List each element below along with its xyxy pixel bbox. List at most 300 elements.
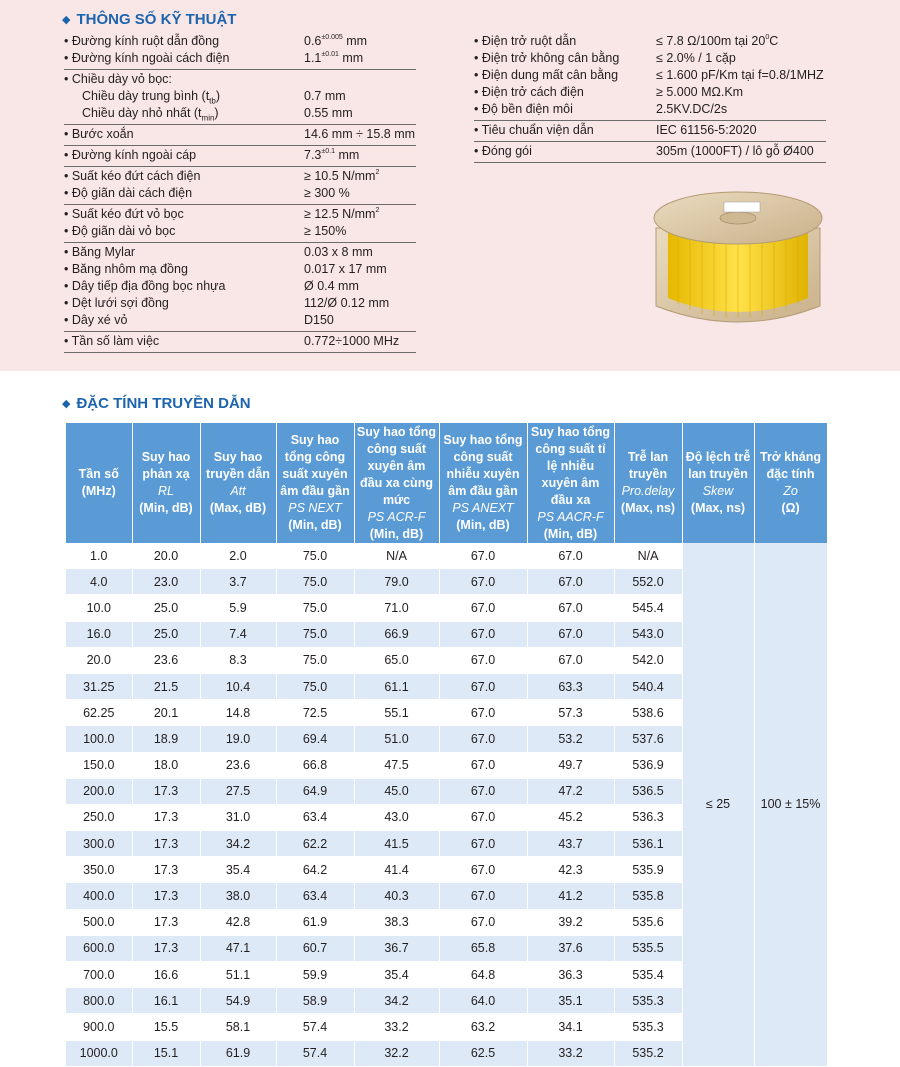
table-cell: 400.0 (66, 883, 132, 909)
diamond-bullet-icon: ◆ (62, 14, 71, 26)
table-cell: 1000.0 (66, 1040, 132, 1066)
spec-value (304, 50, 363, 67)
spec-value-main: ≥ 300 % (304, 186, 350, 200)
spec-label (64, 105, 219, 122)
spec-group (474, 121, 826, 142)
table-cell: 67.0 (439, 778, 527, 804)
table-cell: 67.0 (439, 831, 527, 857)
spec-group (474, 142, 826, 163)
table-cell: 250.0 (66, 804, 132, 830)
table-cell: 67.0 (439, 647, 527, 673)
table-cell: 57.4 (276, 1040, 354, 1066)
table-cell: N/A (354, 543, 439, 569)
spec-value (304, 295, 389, 312)
spec-row (474, 50, 826, 67)
spec-value-tail: mm (342, 34, 368, 48)
table-cell: 36.7 (354, 935, 439, 961)
table-cell: 536.3 (614, 804, 682, 830)
spec-label-text: • Băng Mylar (64, 245, 136, 259)
spec-value-main: 0.017 x 17 mm (304, 262, 387, 276)
column-header-unit: (Min, dB) (456, 518, 510, 532)
table-cell: 17.3 (132, 857, 200, 883)
table-cell: 47.5 (354, 752, 439, 778)
column-header (527, 423, 614, 543)
spec-list-right (474, 32, 826, 163)
spec-row (64, 126, 416, 143)
spec-label-text: • Đường kính ngoài cách điện (64, 51, 230, 65)
column-header (66, 423, 132, 543)
column-header-title: Tần số (MHz) (78, 467, 119, 498)
spec-label-text: Chiều dày nhỏ nhất (t (82, 106, 202, 120)
table-cell: 20.0 (66, 647, 132, 673)
table-cell: 64.0 (439, 988, 527, 1014)
column-header (354, 423, 439, 543)
spec-label (64, 50, 230, 67)
table-cell: 58.1 (200, 1014, 276, 1040)
table-cell: 1.0 (66, 543, 132, 569)
table-cell: 62.2 (276, 831, 354, 857)
spec-row (64, 33, 416, 50)
table-cell: 200.0 (66, 778, 132, 804)
column-header-symbol: Skew (702, 484, 734, 498)
table-cell: 537.6 (614, 726, 682, 752)
spec-label-text: • Độ giãn dài vỏ bọc (64, 224, 176, 238)
spec-value (656, 67, 824, 84)
table-cell: 18.0 (132, 752, 200, 778)
table-cell: 19.0 (200, 726, 276, 752)
spec-label (474, 67, 618, 84)
spec-label-text: • Chiều dày vỏ bọc: (64, 72, 172, 86)
table-cell: 552.0 (614, 569, 682, 595)
spec-row (474, 122, 826, 139)
spec-label-text: • Đóng gói (474, 144, 532, 158)
table-cell: 17.3 (132, 935, 200, 961)
table-cell: 71.0 (354, 595, 439, 621)
spec-label-text: • Suất kéo đứt vỏ bọc (64, 207, 184, 221)
table-cell: 67.0 (439, 726, 527, 752)
table-cell: 67.0 (439, 673, 527, 699)
column-header-symbol: PS ACR-F (367, 509, 426, 524)
table-cell: 75.0 (276, 673, 354, 699)
spec-row (64, 244, 416, 261)
spec-row (64, 168, 416, 185)
column-header-title: Trở kháng đặc tính (760, 450, 821, 481)
spec-label-text: • Điện trở cách điện (474, 85, 584, 99)
column-header-symbol: PS AACR-F (537, 509, 604, 524)
table-cell: 535.2 (614, 1040, 682, 1066)
column-header-unit: (Min, dB) (369, 526, 424, 541)
column-header-symbol: Zo (783, 484, 798, 498)
spec-value-sup: ±0.005 (321, 34, 343, 41)
spec-label (64, 88, 220, 105)
transmission-title: ◆ ĐẶC TÍNH TRUYỀN DẪN (62, 395, 251, 412)
table-cell: 55.1 (354, 700, 439, 726)
transmission-table (66, 423, 828, 1067)
table-cell: 75.0 (276, 595, 354, 621)
column-header-symbol: Pro.delay (621, 484, 675, 498)
spec-label-text: • Điện trở không cân bằng (474, 51, 620, 65)
spec-label (474, 101, 573, 118)
table-cell: 65.8 (439, 935, 527, 961)
spec-value (656, 33, 778, 50)
spec-value (304, 147, 359, 164)
spec-value-main: ≤ 7.8 Ω/100m tại 20 (656, 34, 766, 48)
spec-label-text: • Tần số làm việc (64, 334, 160, 348)
table-cell: 64.2 (276, 857, 354, 883)
spec-label (474, 50, 619, 67)
spec-value (656, 50, 736, 67)
spec-value-main: 112/Ø 0.12 mm (304, 296, 390, 310)
spec-value-main: ≤ 1.600 pF/Km tại f=0.8/1MHZ (656, 68, 824, 82)
table-cell: 38.0 (200, 883, 276, 909)
spec-value (304, 88, 346, 105)
spec-value (304, 333, 399, 350)
table-cell: 35.1 (527, 988, 614, 1014)
table-cell: 16.1 (132, 988, 200, 1014)
table-cell: 600.0 (66, 935, 132, 961)
table-cell: 58.9 (276, 988, 354, 1014)
table-cell: 75.0 (276, 647, 354, 673)
transmission-table-wrap (66, 423, 827, 1067)
table-cell: N/A (614, 543, 682, 569)
spec-value-main: 2.5KV.DC/2s (656, 102, 728, 116)
table-cell: 38.3 (354, 909, 439, 935)
spec-row (64, 278, 416, 295)
spec-label (474, 143, 532, 160)
spec-value-main: 0.6 (304, 34, 322, 48)
table-cell: 67.0 (527, 595, 614, 621)
table-cell: 33.2 (527, 1040, 614, 1066)
table-cell: 67.0 (527, 621, 614, 647)
spec-label (64, 185, 192, 202)
spec-label-sub: min (201, 113, 215, 123)
spec-label (64, 244, 135, 261)
table-cell: 75.0 (276, 543, 354, 569)
spec-value-tail: C (769, 34, 779, 48)
spec-label-text: • Đường kính ruột dẫn đồng (64, 34, 220, 48)
spec-value (656, 143, 814, 160)
spec-list-left (64, 32, 416, 353)
spec-value-main: ≥ 150% (304, 224, 347, 238)
table-cell: 41.5 (354, 831, 439, 857)
table-cell: 35.4 (200, 857, 276, 883)
cable-reel-icon (648, 188, 828, 338)
spec-value (656, 101, 727, 118)
column-header (276, 423, 354, 543)
table-cell: 67.0 (439, 569, 527, 595)
spec-row (64, 50, 416, 67)
table-cell: 14.8 (200, 700, 276, 726)
spec-row (64, 206, 416, 223)
table-cell: 42.8 (200, 909, 276, 935)
spec-label-text: • Dây tiếp địa đồng bọc nhựa (64, 279, 226, 293)
table-cell: 72.5 (276, 700, 354, 726)
spec-label (64, 168, 200, 185)
table-cell: 51.0 (354, 726, 439, 752)
spec-label (64, 295, 169, 312)
table-cell: 34.2 (200, 831, 276, 857)
spec-label-end: ) (214, 106, 219, 120)
table-cell: 23.6 (200, 752, 276, 778)
table-cell: 23.0 (132, 569, 200, 595)
table-cell: 47.1 (200, 935, 276, 961)
table-cell: 900.0 (66, 1014, 132, 1040)
table-cell: 18.9 (132, 726, 200, 752)
table-cell: 45.2 (527, 804, 614, 830)
column-header (200, 423, 276, 543)
spec-label-text: • Độ giãn dài cách điện (64, 186, 193, 200)
table-cell: 10.0 (66, 595, 132, 621)
table-cell: 67.0 (439, 752, 527, 778)
table-cell: 15.1 (132, 1040, 200, 1066)
table-cell: 67.0 (527, 543, 614, 569)
spec-label (64, 223, 175, 240)
table-cell: 61.9 (200, 1040, 276, 1066)
spec-row (64, 261, 416, 278)
spec-value-main: Ø 0.4 mm (304, 279, 359, 293)
table-cell: 63.3 (527, 673, 614, 699)
spec-group (64, 167, 416, 205)
column-header (754, 423, 827, 543)
table-cell: 66.9 (354, 621, 439, 647)
spec-value-main: 0.55 mm (304, 106, 353, 120)
column-header-unit: (Max, ns) (620, 501, 676, 515)
table-cell: 5.9 (200, 595, 276, 621)
spec-label-text: • Suất kéo đứt cách điện (64, 169, 201, 183)
table-body (66, 543, 827, 1066)
skew-cell: ≤ 25 (682, 543, 754, 1066)
spec-label-text: • Bước xoắn (64, 127, 134, 141)
table-cell: 79.0 (354, 569, 439, 595)
spec-row (64, 295, 416, 312)
spec-label (474, 84, 584, 101)
table-cell: 75.0 (276, 569, 354, 595)
spec-value-main: ≥ 5.000 MΩ.Km (656, 85, 744, 99)
spec-row (64, 105, 416, 122)
column-header-symbol: Att (230, 484, 246, 498)
table-cell: 31.0 (200, 804, 276, 830)
table-cell: 63.2 (439, 1014, 527, 1040)
column-header-unit: (Min, dB) (288, 518, 342, 532)
table-cell: 535.9 (614, 857, 682, 883)
table-cell: 7.4 (200, 621, 276, 647)
table-cell: 49.7 (527, 752, 614, 778)
spec-value (304, 126, 415, 143)
table-cell: 62.5 (439, 1040, 527, 1066)
table-cell: 25.0 (132, 621, 200, 647)
spec-value-main: 0.772÷1000 MHz (304, 334, 400, 348)
spec-value-tail: mm (338, 51, 364, 65)
table-cell: 100.0 (66, 726, 132, 752)
table-cell: 61.9 (276, 909, 354, 935)
table-cell: 3.7 (200, 569, 276, 595)
spec-label-text: • Độ bền điện môi (474, 102, 573, 116)
spec-group (64, 205, 416, 243)
spec-row (64, 223, 416, 240)
table-cell: 700.0 (66, 962, 132, 988)
table-cell: 60.7 (276, 935, 354, 961)
spec-row (474, 84, 826, 101)
spec-value-main: ≥ 12.5 N/mm (304, 207, 376, 221)
column-header-title: Suy hao tổng công suất xuyên âm đầu gần (280, 433, 350, 498)
table-cell: 10.4 (200, 673, 276, 699)
column-header (614, 423, 682, 543)
table-cell: 300.0 (66, 831, 132, 857)
impedance-cell: 100 ± 15% (754, 543, 827, 1066)
table-cell: 37.6 (527, 935, 614, 961)
spec-row (64, 185, 416, 202)
spec-label-text: • Điện trở ruột dẫn (474, 34, 577, 48)
spec-row (64, 312, 416, 329)
column-header (132, 423, 200, 543)
spec-value-sup: 0 (765, 34, 770, 41)
column-header (439, 423, 527, 543)
spec-value-main: ≥ 10.5 N/mm (304, 169, 376, 183)
column-header-unit: (Min, dB) (543, 526, 598, 541)
spec-row (474, 143, 826, 160)
table-cell: 43.7 (527, 831, 614, 857)
spec-value (304, 206, 379, 223)
spec-group (64, 146, 416, 167)
spec-value-main: 0.7 mm (304, 89, 346, 103)
table-cell: 34.2 (354, 988, 439, 1014)
table-cell: 39.2 (527, 909, 614, 935)
table-cell: 800.0 (66, 988, 132, 1014)
spec-group (474, 32, 826, 121)
table-cell: 535.6 (614, 909, 682, 935)
spec-row (64, 88, 416, 105)
spec-label (64, 206, 184, 223)
table-cell: 64.8 (439, 962, 527, 988)
table-cell: 536.1 (614, 831, 682, 857)
spec-label (64, 278, 225, 295)
table-cell: 543.0 (614, 621, 682, 647)
spec-row (474, 33, 826, 50)
table-cell: 542.0 (614, 647, 682, 673)
spec-label-sub: tb (209, 96, 216, 106)
table-cell: 67.0 (439, 595, 527, 621)
spec-row (64, 147, 416, 164)
spec-label-text: • Điện dung mất cân bằng (474, 68, 619, 82)
table-cell: 500.0 (66, 909, 132, 935)
table-cell: 67.0 (527, 647, 614, 673)
table-cell: 536.9 (614, 752, 682, 778)
table-cell: 15.5 (132, 1014, 200, 1040)
spec-value-main: 1.1 (304, 51, 322, 65)
table-cell: 69.4 (276, 726, 354, 752)
table-cell: 25.0 (132, 595, 200, 621)
spec-label (64, 126, 134, 143)
column-header-unit: (Min, dB) (139, 501, 193, 515)
table-cell: 67.0 (439, 621, 527, 647)
table-cell: 62.25 (66, 700, 132, 726)
spec-label (64, 147, 196, 164)
table-cell: 17.3 (132, 883, 200, 909)
table-cell: 54.9 (200, 988, 276, 1014)
table-cell: 535.3 (614, 988, 682, 1014)
column-header-symbol: RL (158, 484, 174, 498)
table-cell: 17.3 (132, 831, 200, 857)
table-cell: 8.3 (200, 647, 276, 673)
spec-value-main: 7.3 (304, 148, 322, 162)
spec-row (474, 67, 826, 84)
table-cell: 535.5 (614, 935, 682, 961)
table-cell: 535.8 (614, 883, 682, 909)
table-cell: 16.0 (66, 621, 132, 647)
column-header-unit: (Max, dB) (209, 501, 267, 515)
table-cell: 17.3 (132, 909, 200, 935)
table-cell: 150.0 (66, 752, 132, 778)
spec-value-main: D150 (304, 313, 334, 327)
table-cell: 535.4 (614, 962, 682, 988)
table-cell: 27.5 (200, 778, 276, 804)
spec-group (64, 70, 416, 125)
spec-label-text: • Đường kính ngoài cáp (64, 148, 197, 162)
table-cell: 67.0 (439, 804, 527, 830)
table-cell: 64.9 (276, 778, 354, 804)
spec-group (64, 332, 416, 353)
spec-value-main: 14.6 mm ÷ 15.8 mm (304, 127, 416, 141)
spec-value (656, 84, 743, 101)
table-cell: 40.3 (354, 883, 439, 909)
table-cell: 21.5 (132, 673, 200, 699)
column-header-title: Suy hao tổng công suất tỉ lệ nhiễu xuyên âm đầu xa (530, 424, 611, 507)
spec-value-main: 305m (1000FT) / lô gỗ Ø400 (656, 144, 814, 158)
table-cell: 67.0 (439, 700, 527, 726)
table-cell: 540.4 (614, 673, 682, 699)
table-cell: 33.2 (354, 1014, 439, 1040)
column-header (682, 423, 754, 543)
spec-label-text: Chiều dày trung bình (t (82, 89, 210, 103)
spec-label-end: ) (215, 89, 221, 103)
table-cell: 350.0 (66, 857, 132, 883)
spec-label (64, 71, 172, 88)
spec-row (64, 333, 416, 350)
table-cell: 20.0 (132, 543, 200, 569)
table-cell: 57.4 (276, 1014, 354, 1040)
spec-group (64, 32, 416, 70)
spec-value (304, 278, 359, 295)
spec-label (64, 312, 127, 329)
spec-label-text: • Dây xé vỏ (64, 313, 128, 327)
table-cell: 67.0 (439, 909, 527, 935)
spec-label (64, 333, 159, 350)
table-cell: 75.0 (276, 621, 354, 647)
table-cell: 67.0 (439, 883, 527, 909)
spec-row (64, 71, 416, 88)
spec-value-main: IEC 61156-5:2020 (656, 123, 757, 137)
table-cell: 66.8 (276, 752, 354, 778)
table-cell: 53.2 (527, 726, 614, 752)
spec-label-text: • Tiêu chuẩn viện dẫn (474, 123, 594, 137)
spec-value (304, 185, 350, 202)
column-header-unit: (Max, ns) (690, 501, 746, 515)
table-cell: 41.2 (527, 883, 614, 909)
column-header-title: Suy hao phản xạ (141, 450, 191, 481)
spec-label (64, 261, 188, 278)
table-cell: 67.0 (439, 857, 527, 883)
spec-value (304, 312, 334, 329)
spec-value-main: ≤ 2.0% / 1 cặp (656, 51, 736, 65)
table-cell: 41.4 (354, 857, 439, 883)
spec-value (656, 122, 757, 139)
spec-group (64, 125, 416, 146)
spec-value (304, 244, 373, 261)
table-cell: 61.1 (354, 673, 439, 699)
spec-value (304, 261, 387, 278)
spec-title: ◆ THÔNG SỐ KỸ THUẬT (62, 11, 237, 28)
table-cell: 23.6 (132, 647, 200, 673)
